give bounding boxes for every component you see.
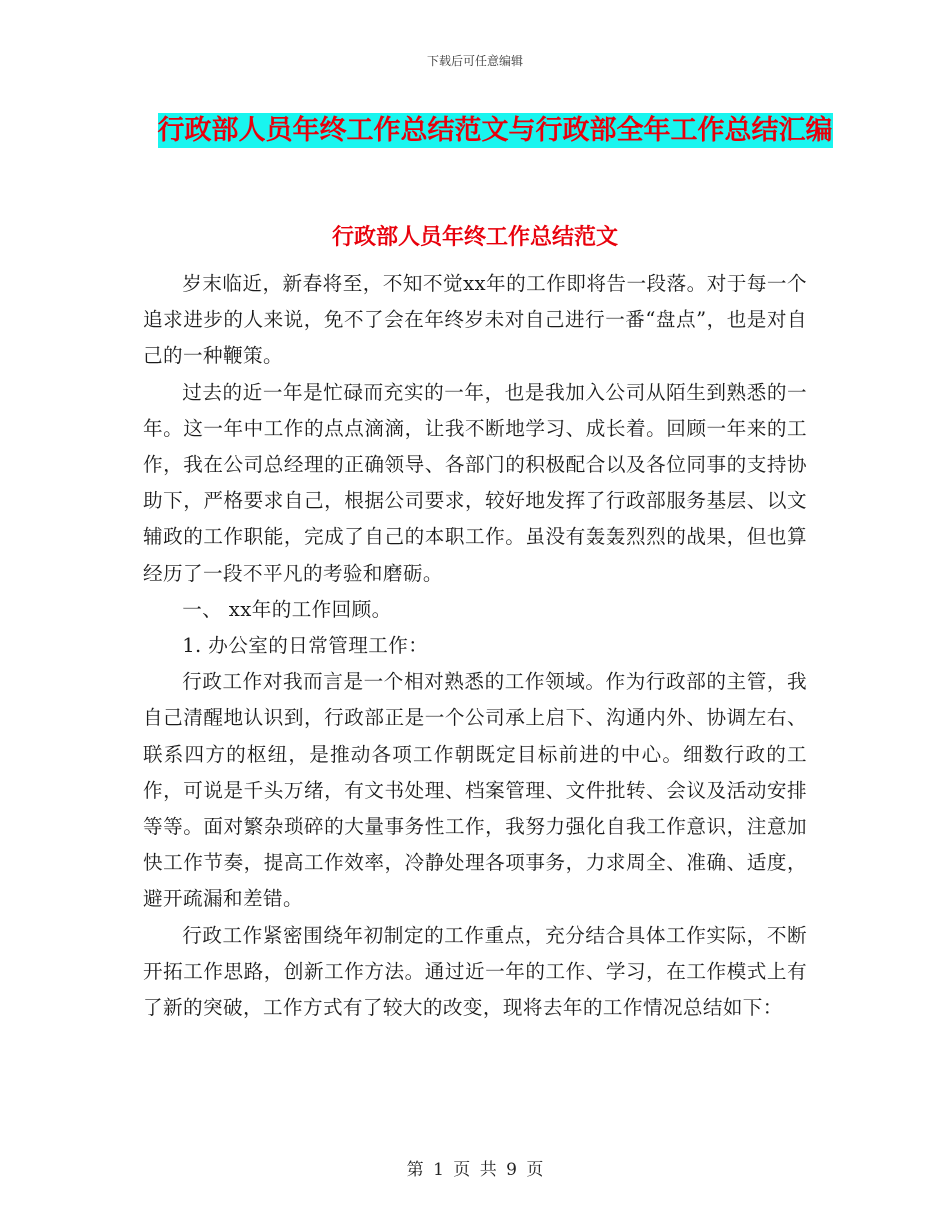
header-note: 下载后可任意编辑 <box>426 54 523 68</box>
paragraph: 1. 办公室的日常管理工作： <box>182 634 429 658</box>
paragraph: 岁末临近，新春将至，不知不觉xx年的工作即将告一段落。对于每一个追求进步的人来说，免不了会在年终岁未对自己进行一番“盘点”，也是对自己的一种鞭策。 <box>143 272 807 368</box>
paragraph: 一、 xx年的工作回顾。 <box>182 597 392 621</box>
paragraph: 行政工作对我而言是一个相对熟悉的工作领域。作为行政部的主管，我自己清醒地认识到，行政部正是一个公司承上启下、沟通内外、协调左右、联系四方的枢纽，是推动各项工作朝既定目标前进的中心。细数行政的工作，可说是千头万绪，有文书处理、档案管理、文件批转、会议及活动安排等等。面对繁杂琐碎的大量事务性工作，我努力强化自我工作意识，注意加快工作节奏，提高工作效率，冷静处理各项事务，力求周全、准确、适度，避开疏漏和差错。 <box>143 670 807 911</box>
document-title-text: 行政部人员年终工作总结范文与行政部全年工作总结汇编 <box>157 115 833 146</box>
paragraph: 行政工作紧密围绕年初制定的工作重点，充分结合具体工作实际，不断开拓工作思路，创新工作方法。通过近一年的工作、学习，在工作模式上有了新的突破，工作方式有了较大的改变，现将去年的工作情况总结如下： <box>143 923 807 1020</box>
page-footer: 第 1 页 共 9 页 <box>406 1160 544 1180</box>
document-title <box>140 108 850 154</box>
document-body <box>143 266 807 1026</box>
paragraph: 过去的近一年是忙碌而充实的一年，也是我加入公司从陌生到熟悉的一年。这一年中工作的点点滴滴，让我不断地学习、成长着。回顾一年来的工作，我在公司总经理的正确领导、各部门的积极配合以及各位同事的支持协助下，严格要求自己，根据公司要求，较好地发挥了行政部服务基层、以文辅政的工作职能，完成了自己的本职工作。虽没有轰轰烈烈的战果，但也算经历了一段不平凡的考验和磨砺。 <box>143 380 807 585</box>
section-title: 行政部人员年终工作总结范文 <box>331 225 618 250</box>
